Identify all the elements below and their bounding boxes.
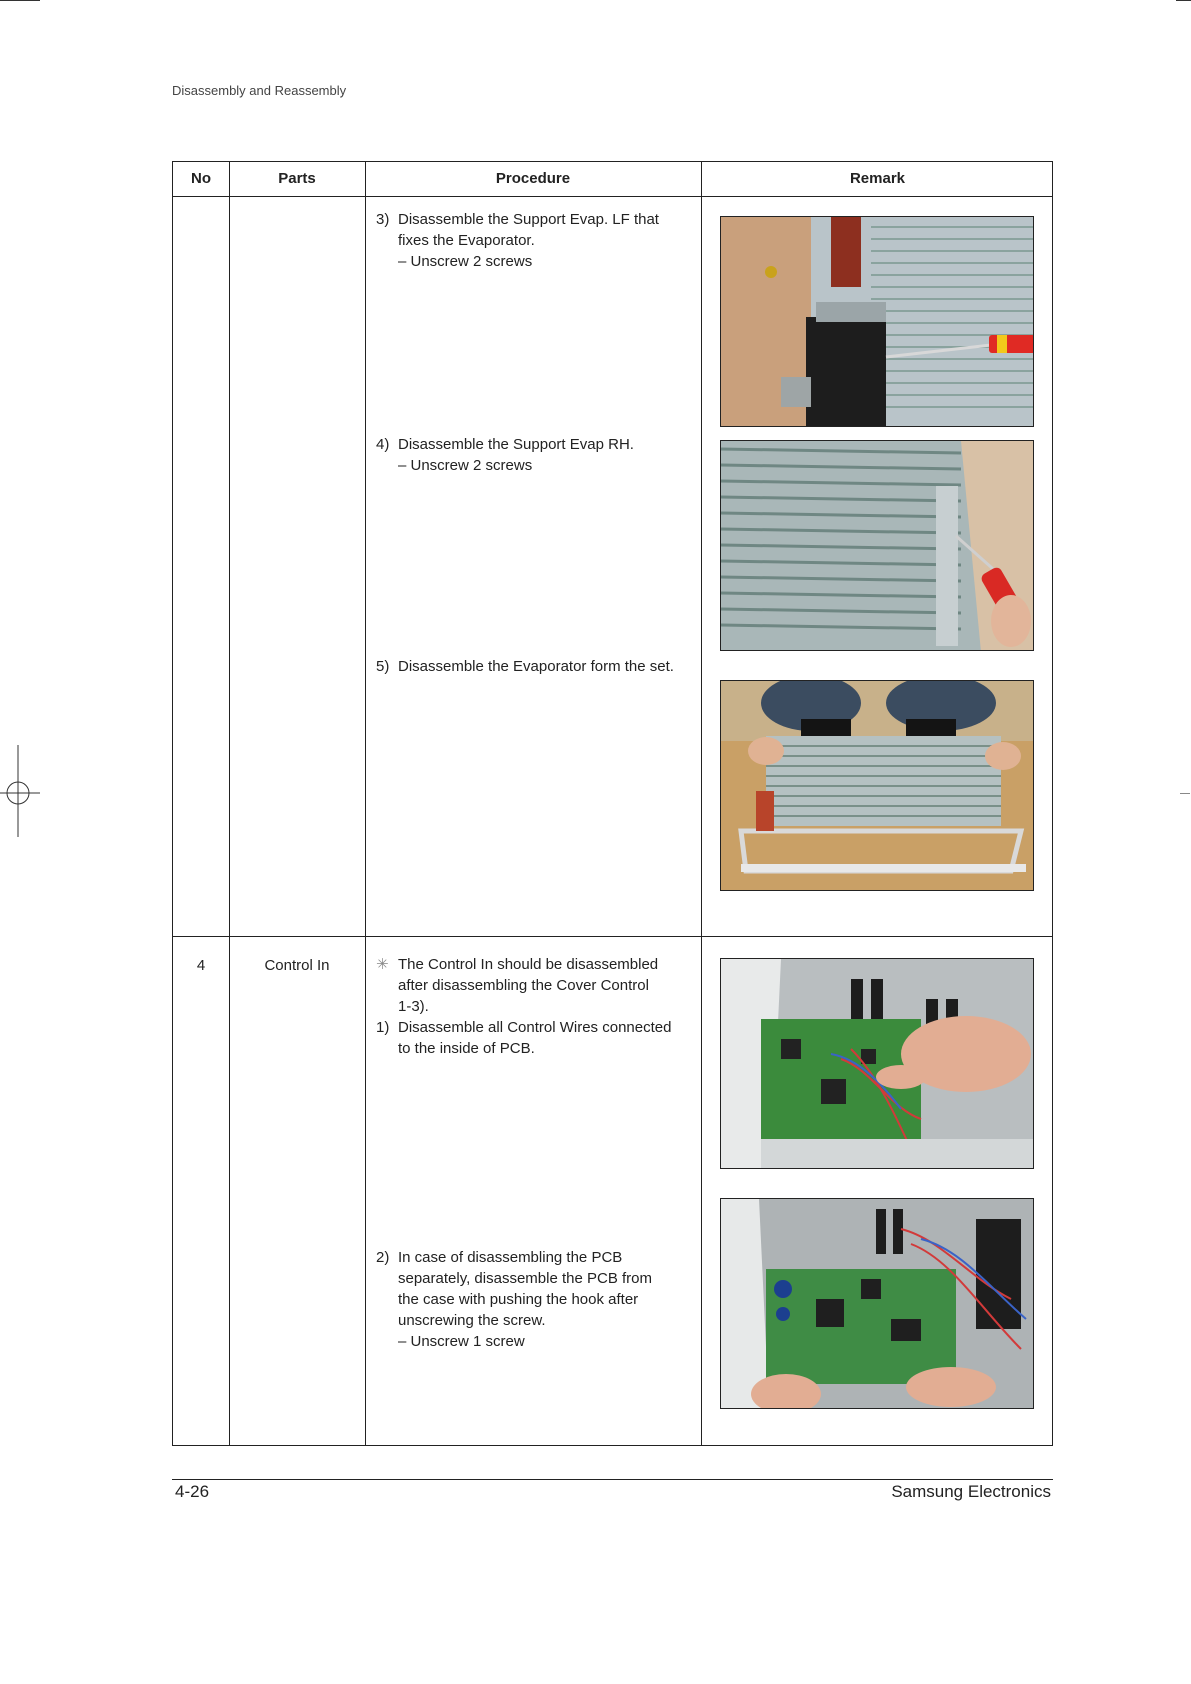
column-header-parts: Parts bbox=[278, 170, 316, 187]
part-name: Control In bbox=[264, 957, 330, 974]
photo-evaporator-support-rh bbox=[720, 440, 1034, 651]
crop-mark-right bbox=[1180, 793, 1190, 794]
column-divider bbox=[229, 162, 230, 1445]
column-header-procedure: Procedure bbox=[495, 170, 571, 187]
crop-mark-top-right bbox=[1176, 0, 1191, 1]
procedure-note: ✳ The Control In should be disassembled after disassembling the Cover Control 1-3). bbox=[376, 956, 659, 1015]
header-row-divider bbox=[173, 196, 1052, 197]
procedure-step-5: 5) Disassemble the Evaporator form the set. bbox=[376, 658, 674, 675]
column-header-remark: Remark bbox=[849, 170, 906, 187]
column-divider bbox=[701, 162, 702, 1445]
company-name: Samsung Electronics bbox=[891, 1482, 1051, 1501]
crop-mark-top-left bbox=[0, 0, 40, 1]
footer-rule bbox=[172, 1479, 1053, 1480]
procedure-step-3: 3) Disassemble the Support Evap. LF that fixes the Evaporator. – Unscrew 2 screws bbox=[376, 211, 659, 270]
page-number: 4-26 bbox=[175, 1482, 210, 1501]
procedure-step-2: 2) In case of disassembling the PCB separately, disassemble the PCB from the case with pushing the hook after unscrewing the screw. – Unscrew 1 screw bbox=[376, 1249, 652, 1350]
registration-mark bbox=[0, 745, 40, 837]
running-head: Disassembly and Reassembly bbox=[172, 83, 347, 98]
procedure-step-1: 1) Disassemble all Control Wires connected to the inside of PCB. bbox=[376, 1019, 672, 1057]
photo-pcb-wire-disconnection bbox=[720, 958, 1034, 1169]
photo-evaporator-removal bbox=[720, 680, 1034, 891]
row-divider bbox=[173, 936, 1052, 937]
column-divider bbox=[365, 162, 366, 1445]
column-header-no: No bbox=[191, 170, 211, 187]
row-number: 4 bbox=[196, 957, 206, 974]
asterisk-icon: ✳ bbox=[376, 956, 389, 973]
photo-pcb-removal bbox=[720, 1198, 1034, 1409]
procedure-table bbox=[172, 161, 1053, 1446]
procedure-step-4: 4) Disassemble the Support Evap RH. – Unscrew 2 screws bbox=[376, 436, 634, 474]
photo-evaporator-support-lf bbox=[720, 216, 1034, 427]
